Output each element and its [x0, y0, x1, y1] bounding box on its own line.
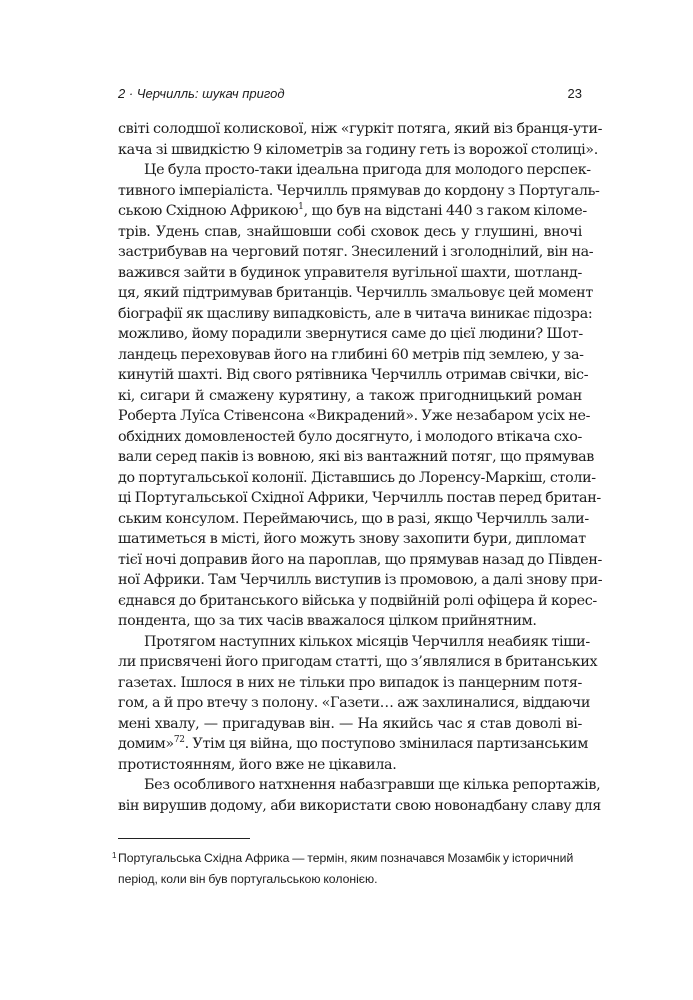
text-line — [118, 365, 589, 386]
text-line — [118, 570, 603, 591]
footnote-line: період, коли він був португальською колонією. — [118, 872, 378, 886]
text-line — [118, 652, 598, 673]
body-text — [118, 119, 603, 816]
text-line-content: вали серед паків із вовною, які віз вантажний потяг, що прямував — [118, 449, 595, 465]
text-line-content: гом, а й про втечу з полону. «Газети… аж захлиналися, віддаючи — [118, 695, 591, 711]
chapter-title: 2 · Черчилль: шукач пригод — [118, 86, 285, 101]
footnote — [112, 848, 588, 890]
text-line-content: шатиметься в місті, його можуть знову захопити бури, дипломат — [118, 531, 586, 547]
text-line — [118, 775, 601, 796]
footnote-reference: 72 — [173, 735, 185, 745]
text-line-content: важився зайти в будинок управителя вугільної шахти, шотланд- — [118, 264, 582, 281]
text-line-content: ці Португальської Східної Африки, Черчилль постав перед британ- — [118, 490, 601, 506]
text-line-content: газетах. Ішлося в них не тільки про випадок із панцерним потя- — [118, 674, 582, 691]
text-line-content: мені хвалу, — пригадував він. — На якийсь час я став доволі ві- — [118, 715, 582, 732]
text-line-content: єднався до британського війська у подвійній ролі офіцера й корес- — [118, 592, 597, 609]
text-line-content: Протягом наступних кількох місяців Черчилля неабияк тіши- — [144, 633, 590, 650]
text-line-content: Роберта Луїса Стівенсона «Викрадений». Уже незабаром усіх не- — [118, 408, 591, 424]
text-line-content: Це була просто-таки ідеальна пригода для молодого перспек- — [144, 162, 591, 178]
text-line-content: , що був на відстані 440 з гаком кіломе- — [303, 203, 587, 219]
text-line-content: кача зі швидкістю 9 кілометрів за годину геть із ворожої столиці». — [118, 141, 598, 158]
text-line — [118, 550, 603, 571]
text-line — [118, 201, 587, 222]
text-line-content: . Утім ця війна, що поступово змінилася партизанським — [184, 736, 589, 752]
text-line-content: тивного імперіаліста. Черчилль прямував до кордону з Португаль- — [118, 182, 600, 199]
footnote-mark: 1 — [112, 851, 117, 860]
text-line — [118, 324, 582, 345]
text-line — [118, 181, 600, 202]
text-line-content: домим» — [118, 736, 174, 752]
text-line — [118, 591, 597, 612]
text-line — [118, 632, 590, 653]
text-line-content: ної Африки. Там Черчилль виступив із промовою, а далі знову при- — [118, 572, 603, 588]
text-line — [118, 611, 582, 632]
text-line-content: протистоянням, його вже не цікавила. — [118, 756, 397, 773]
text-line — [118, 468, 596, 489]
page-number: 23 — [567, 86, 582, 101]
text-line-content: кинутій шахті. Від свого рятівника Черчилль отримав свічки, віс- — [118, 367, 589, 383]
text-line-content: тієї ночі доправив його на пароплав, що прямував назад до Півден- — [118, 551, 603, 568]
footnote-line: Португальська Східна Африка — термін, яким позначався Мозамбік у історичний — [118, 851, 574, 865]
text-line — [118, 529, 586, 550]
text-line — [118, 263, 582, 284]
text-line-content: ця, який підтримував британців. Черчилль змальовує цей момент — [118, 285, 593, 301]
text-line-content: біографії як щасливу випадковість, але в читача виникає підозра: — [118, 305, 593, 322]
text-line-content: обхідних домовленостей було досягнуто, і молодого втікача схо- — [118, 428, 582, 445]
text-line — [118, 140, 598, 161]
text-line-content: кі, сигари й смажену курятину, а також пригодницький роман — [118, 387, 582, 404]
text-line-content: застрибував на черговий потяг. Знесилений і зголоднілий, він на- — [118, 244, 594, 260]
running-header — [118, 86, 582, 101]
text-line-content: до португальської колонії. Діставшись до Лоренсу-Маркіш, столи- — [118, 469, 596, 486]
text-line — [118, 119, 603, 140]
text-line — [118, 283, 593, 304]
text-line — [118, 714, 582, 735]
text-line-content: світі солодшої колискової, ніж «гуркіт потяга, який віз бранця-ути- — [118, 121, 603, 137]
text-line — [118, 509, 589, 530]
text-line-content: він вирушив додому, аби використати свою новонадбану славу для — [118, 797, 601, 814]
footnote-divider — [118, 838, 250, 839]
text-line-content: трів. Удень спав, знайшовши собі сховок десь у глушині, вночі — [118, 223, 582, 240]
text-line — [118, 345, 582, 366]
text-line — [118, 304, 593, 325]
text-line — [118, 693, 591, 714]
text-line — [118, 386, 582, 407]
text-line — [118, 755, 582, 776]
footnote-reference: 1 — [298, 202, 304, 212]
text-line — [118, 222, 582, 243]
text-line — [118, 447, 595, 468]
text-line — [118, 673, 582, 694]
text-line — [118, 796, 601, 817]
text-line-content: ською Східною Африкою — [118, 203, 299, 219]
text-line-content: пондента, що за тих часів вважалося цілком прийнятним. — [118, 613, 537, 629]
text-line — [118, 242, 594, 263]
text-line-content: Без особливого натхнення набазгравши ще кілька репортажів, — [144, 777, 601, 793]
text-line — [118, 406, 591, 427]
text-line-content: ським консулом. Переймаючись, що в разі, якщо Черчилль зали- — [118, 510, 589, 527]
text-line — [118, 160, 591, 181]
text-line-content: ландець переховував його на глибині 60 метрів під землею, у за- — [118, 346, 584, 363]
text-line — [118, 734, 589, 755]
text-line — [118, 488, 601, 509]
text-line — [118, 427, 582, 448]
text-line-content: можливо, йому порадили звернутися саме до цієї людини? Шот- — [118, 326, 583, 342]
text-line-content: ли присвячені його пригодам статті, що з’являлися в британських — [118, 654, 598, 670]
